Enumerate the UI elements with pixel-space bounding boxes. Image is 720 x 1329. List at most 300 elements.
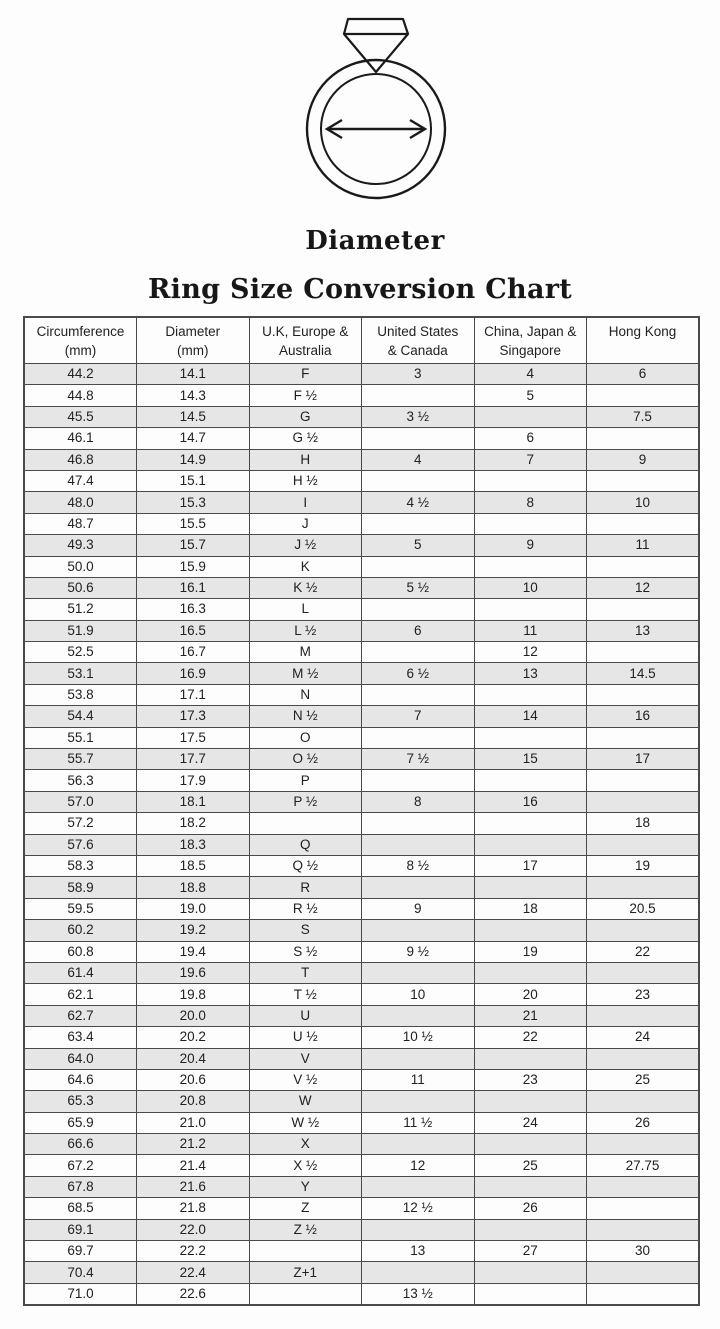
table-cell: Q — [249, 834, 362, 855]
table-cell: S ½ — [249, 941, 362, 962]
table-cell: 44.8 — [24, 385, 137, 406]
table-row — [24, 727, 699, 748]
table-cell: 17.5 — [137, 727, 250, 748]
table-cell: Y — [249, 1176, 362, 1197]
table-cell — [474, 834, 587, 855]
table-cell: 12 — [474, 642, 587, 663]
table-cell — [362, 1091, 475, 1112]
table-cell — [362, 727, 475, 748]
table-cell: 16 — [587, 706, 700, 727]
table-cell: 10 — [587, 492, 700, 513]
table-cell: 52.5 — [24, 642, 137, 663]
table-cell — [474, 962, 587, 983]
table-cell: S — [249, 920, 362, 941]
table-cell: 21.6 — [137, 1176, 250, 1197]
table-cell: 25 — [474, 1155, 587, 1176]
table-cell: L — [249, 599, 362, 620]
table-cell: J — [249, 513, 362, 534]
table-cell — [587, 385, 700, 406]
table-cell: 19.8 — [137, 984, 250, 1005]
table-cell — [474, 1176, 587, 1197]
table-cell: 8 — [362, 791, 475, 812]
table-cell: R ½ — [249, 898, 362, 919]
ring-size-conversion-table — [23, 316, 700, 1306]
table-cell: 16.3 — [137, 599, 250, 620]
table-row — [24, 834, 699, 855]
table-cell: 15.1 — [137, 470, 250, 491]
table-row — [24, 642, 699, 663]
table-cell: H — [249, 449, 362, 470]
table-row — [24, 920, 699, 941]
table-cell: 19.0 — [137, 898, 250, 919]
table-cell — [587, 642, 700, 663]
table-cell — [587, 1048, 700, 1069]
table-cell: 68.5 — [24, 1198, 137, 1219]
table-cell — [474, 920, 587, 941]
table-row — [24, 791, 699, 812]
table-cell: 62.7 — [24, 1005, 137, 1026]
table-cell: 65.9 — [24, 1112, 137, 1133]
table-cell: 58.9 — [24, 877, 137, 898]
table-cell — [587, 1219, 700, 1240]
diameter-label: Diameter — [305, 226, 445, 256]
table-cell: 3 — [362, 364, 475, 385]
table-cell: 15.3 — [137, 492, 250, 513]
table-cell: 59.5 — [24, 898, 137, 919]
table-cell: L ½ — [249, 620, 362, 641]
table-cell: 21.0 — [137, 1112, 250, 1133]
table-cell: 61.4 — [24, 962, 137, 983]
table-cell: 22.4 — [137, 1262, 250, 1283]
table-cell: 46.1 — [24, 428, 137, 449]
table-cell: X ½ — [249, 1155, 362, 1176]
table-cell: 69.7 — [24, 1241, 137, 1262]
table-cell: 12 — [587, 577, 700, 598]
table-cell: 20.2 — [137, 1027, 250, 1048]
table-cell — [587, 727, 700, 748]
table-row — [24, 1005, 699, 1026]
table-cell: 17.7 — [137, 749, 250, 770]
table-cell — [362, 1134, 475, 1155]
table-cell: G — [249, 406, 362, 427]
table-cell: 25 — [587, 1069, 700, 1090]
table-cell — [474, 1262, 587, 1283]
table-cell: 20.5 — [587, 898, 700, 919]
table-cell: 18.2 — [137, 813, 250, 834]
table-row — [24, 813, 699, 834]
table-cell: 16.5 — [137, 620, 250, 641]
table-cell — [474, 770, 587, 791]
table-cell — [362, 642, 475, 663]
table-cell: 20.8 — [137, 1091, 250, 1112]
table-row — [24, 1091, 699, 1112]
table-cell — [587, 470, 700, 491]
table-row — [24, 1048, 699, 1069]
table-cell: 14.9 — [137, 449, 250, 470]
table-cell: K — [249, 556, 362, 577]
table-cell — [587, 556, 700, 577]
table-cell — [362, 684, 475, 705]
table-cell — [587, 1005, 700, 1026]
table-cell: 24 — [474, 1112, 587, 1133]
table-cell: 51.9 — [24, 620, 137, 641]
table-row — [24, 406, 699, 427]
table-cell: W — [249, 1091, 362, 1112]
table-cell: V ½ — [249, 1069, 362, 1090]
table-cell: 19 — [587, 855, 700, 876]
table-cell: 62.1 — [24, 984, 137, 1005]
table-cell: 14.1 — [137, 364, 250, 385]
table-cell: 57.6 — [24, 834, 137, 855]
table-cell: 57.0 — [24, 791, 137, 812]
table-cell: 5 — [362, 535, 475, 556]
table-cell: U ½ — [249, 1027, 362, 1048]
table-cell: 9 — [474, 535, 587, 556]
table-row — [24, 556, 699, 577]
table-cell: T ½ — [249, 984, 362, 1005]
table-cell: 22 — [587, 941, 700, 962]
table-cell: K ½ — [249, 577, 362, 598]
table-cell: 49.3 — [24, 535, 137, 556]
table-cell: 17 — [587, 749, 700, 770]
table-cell: Z — [249, 1198, 362, 1219]
table-row — [24, 620, 699, 641]
table-cell: 7.5 — [587, 406, 700, 427]
table-row — [24, 428, 699, 449]
table-cell: 11 — [362, 1069, 475, 1090]
table-cell: 16.7 — [137, 642, 250, 663]
column-header: China, Japan & Singapore — [474, 317, 587, 364]
table-cell: 19.2 — [137, 920, 250, 941]
table-cell: F ½ — [249, 385, 362, 406]
table-cell: 67.8 — [24, 1176, 137, 1197]
table-cell: 14 — [474, 706, 587, 727]
table-row — [24, 1219, 699, 1240]
table-row — [24, 513, 699, 534]
table-cell: 21 — [474, 1005, 587, 1026]
table-cell: 12 ½ — [362, 1198, 475, 1219]
table-cell — [587, 877, 700, 898]
table-cell: 13 — [474, 663, 587, 684]
table-header — [24, 317, 699, 364]
table-row — [24, 1262, 699, 1283]
table-cell: 21.2 — [137, 1134, 250, 1155]
table-cell: 17.9 — [137, 770, 250, 791]
table-cell: 64.6 — [24, 1069, 137, 1090]
table-cell: 15.7 — [137, 535, 250, 556]
table-row — [24, 898, 699, 919]
table-cell: 22.2 — [137, 1241, 250, 1262]
table-cell: 17 — [474, 855, 587, 876]
table-cell: 18 — [474, 898, 587, 919]
table-cell: 7 ½ — [362, 749, 475, 770]
column-header: United States & Canada — [362, 317, 475, 364]
table-cell: 3 ½ — [362, 406, 475, 427]
table-cell: 15.9 — [137, 556, 250, 577]
table-cell: 22.0 — [137, 1219, 250, 1240]
table-cell: N — [249, 684, 362, 705]
table-cell: 21.8 — [137, 1198, 250, 1219]
table-cell — [474, 1219, 587, 1240]
table-cell: 6 — [362, 620, 475, 641]
table-cell: 14.5 — [137, 406, 250, 427]
table-cell: 71.0 — [24, 1283, 137, 1305]
table-cell: 18 — [587, 813, 700, 834]
table-row — [24, 749, 699, 770]
table-cell: 20.4 — [137, 1048, 250, 1069]
page-title: Ring Size Conversion Chart — [147, 274, 573, 305]
table-cell: 26 — [474, 1198, 587, 1219]
table-row — [24, 1027, 699, 1048]
table-cell — [362, 1048, 475, 1069]
table-cell: 22.6 — [137, 1283, 250, 1305]
table-cell — [474, 1283, 587, 1305]
table-cell — [587, 1283, 700, 1305]
table-cell: 7 — [474, 449, 587, 470]
table-cell: 50.0 — [24, 556, 137, 577]
table-row — [24, 770, 699, 791]
table-cell — [474, 556, 587, 577]
table-cell — [587, 428, 700, 449]
table-cell: 9 — [587, 449, 700, 470]
table-row — [24, 962, 699, 983]
table-cell — [362, 599, 475, 620]
table-cell: 15.5 — [137, 513, 250, 534]
table-cell: 69.1 — [24, 1219, 137, 1240]
table-cell — [587, 599, 700, 620]
table-cell: Z ½ — [249, 1219, 362, 1240]
table-cell — [474, 684, 587, 705]
table-row — [24, 577, 699, 598]
table-cell — [362, 877, 475, 898]
table-cell: 21.4 — [137, 1155, 250, 1176]
table-cell: 16.1 — [137, 577, 250, 598]
table-cell: 16 — [474, 791, 587, 812]
table-row — [24, 984, 699, 1005]
table-cell: 23 — [587, 984, 700, 1005]
table-cell: J ½ — [249, 535, 362, 556]
table-cell — [587, 1262, 700, 1283]
table-row — [24, 1134, 699, 1155]
column-header: Circumference (mm) — [24, 317, 137, 364]
table-cell: 5 ½ — [362, 577, 475, 598]
table-cell — [474, 727, 587, 748]
table-cell — [362, 470, 475, 491]
table-cell: 63.4 — [24, 1027, 137, 1048]
table-cell — [362, 556, 475, 577]
table-cell: 65.3 — [24, 1091, 137, 1112]
table-cell: 58.3 — [24, 855, 137, 876]
table-cell — [474, 599, 587, 620]
table-cell: 14.3 — [137, 385, 250, 406]
table-cell: 14.5 — [587, 663, 700, 684]
table-cell: 5 — [474, 385, 587, 406]
table-cell: 55.7 — [24, 749, 137, 770]
table-cell: 56.3 — [24, 770, 137, 791]
table-cell: F — [249, 364, 362, 385]
table-cell: O — [249, 727, 362, 748]
table-cell: 12 — [362, 1155, 475, 1176]
table-row — [24, 855, 699, 876]
table-row — [24, 470, 699, 491]
table-cell: 48.7 — [24, 513, 137, 534]
table-cell: 8 ½ — [362, 855, 475, 876]
table-cell — [587, 684, 700, 705]
table-cell — [362, 1262, 475, 1283]
table-cell: 15 — [474, 749, 587, 770]
table-cell: 67.2 — [24, 1155, 137, 1176]
ring-diamond-diameter-icon — [300, 16, 452, 202]
table-cell: X — [249, 1134, 362, 1155]
table-cell: 9 — [362, 898, 475, 919]
table-cell: 60.8 — [24, 941, 137, 962]
table-cell: 22 — [474, 1027, 587, 1048]
table-cell: 19.4 — [137, 941, 250, 962]
header-row — [24, 317, 699, 364]
table-cell: M ½ — [249, 663, 362, 684]
table-row — [24, 684, 699, 705]
table-cell: 10 ½ — [362, 1027, 475, 1048]
table-cell: 48.0 — [24, 492, 137, 513]
table-row — [24, 449, 699, 470]
table-cell: 30 — [587, 1241, 700, 1262]
table-cell: 11 — [474, 620, 587, 641]
table-cell: V — [249, 1048, 362, 1069]
table-cell: G ½ — [249, 428, 362, 449]
table-cell: U — [249, 1005, 362, 1026]
table-cell: 6 — [587, 364, 700, 385]
table-cell: 7 — [362, 706, 475, 727]
table-cell — [362, 813, 475, 834]
table-cell: 66.6 — [24, 1134, 137, 1155]
table-cell — [587, 920, 700, 941]
table-cell: 11 — [587, 535, 700, 556]
table-body — [24, 364, 699, 1306]
table-cell: 6 — [474, 428, 587, 449]
table-row — [24, 599, 699, 620]
table-row — [24, 364, 699, 385]
table-cell: 53.1 — [24, 663, 137, 684]
table-cell: 4 ½ — [362, 492, 475, 513]
table-cell — [587, 770, 700, 791]
table-cell: 10 — [474, 577, 587, 598]
table-cell — [587, 513, 700, 534]
table-cell: 13 ½ — [362, 1283, 475, 1305]
table-cell: 70.4 — [24, 1262, 137, 1283]
table-cell: P — [249, 770, 362, 791]
table-cell: 4 — [362, 449, 475, 470]
table-cell: R — [249, 877, 362, 898]
table-cell: 18.1 — [137, 791, 250, 812]
table-row — [24, 1176, 699, 1197]
table-cell: 26 — [587, 1112, 700, 1133]
table-cell — [474, 1048, 587, 1069]
table-cell: 17.1 — [137, 684, 250, 705]
table-cell: 14.7 — [137, 428, 250, 449]
table-cell — [362, 385, 475, 406]
table-cell — [249, 813, 362, 834]
table-cell: 24 — [587, 1027, 700, 1048]
table-cell — [587, 1176, 700, 1197]
table-cell: Q ½ — [249, 855, 362, 876]
table-cell — [587, 1091, 700, 1112]
column-header: Hong Kong — [587, 317, 700, 364]
table-row — [24, 1069, 699, 1090]
table-cell — [474, 513, 587, 534]
table-cell: 60.2 — [24, 920, 137, 941]
table-cell: 18.8 — [137, 877, 250, 898]
table-cell: 55.1 — [24, 727, 137, 748]
table-cell: 27.75 — [587, 1155, 700, 1176]
table-row — [24, 663, 699, 684]
table-cell — [587, 962, 700, 983]
table-cell: 50.6 — [24, 577, 137, 598]
table-cell: 23 — [474, 1069, 587, 1090]
table-row — [24, 1241, 699, 1262]
table-cell — [362, 1219, 475, 1240]
table-cell: 64.0 — [24, 1048, 137, 1069]
table-cell — [587, 791, 700, 812]
table-cell: 20 — [474, 984, 587, 1005]
table-cell — [362, 1176, 475, 1197]
table-cell: 16.9 — [137, 663, 250, 684]
column-header: U.K, Europe & Australia — [249, 317, 362, 364]
table-cell — [249, 1241, 362, 1262]
table-cell: Z+1 — [249, 1262, 362, 1283]
table-row — [24, 1155, 699, 1176]
table-cell: 20.0 — [137, 1005, 250, 1026]
table-cell: 19.6 — [137, 962, 250, 983]
table-cell: 6 ½ — [362, 663, 475, 684]
table-row — [24, 1112, 699, 1133]
table-row — [24, 877, 699, 898]
table-cell: N ½ — [249, 706, 362, 727]
table-cell — [362, 834, 475, 855]
table-cell — [362, 428, 475, 449]
table-cell — [474, 1134, 587, 1155]
table-cell: 11 ½ — [362, 1112, 475, 1133]
table-cell — [362, 1005, 475, 1026]
table-cell: T — [249, 962, 362, 983]
table-cell: 51.2 — [24, 599, 137, 620]
table-cell: 8 — [474, 492, 587, 513]
table-cell: 20.6 — [137, 1069, 250, 1090]
table-cell: M — [249, 642, 362, 663]
table-row — [24, 535, 699, 556]
table-cell — [474, 877, 587, 898]
table-cell: 53.8 — [24, 684, 137, 705]
table-cell: W ½ — [249, 1112, 362, 1133]
table-cell — [474, 406, 587, 427]
table-row — [24, 1283, 699, 1305]
table-cell: 4 — [474, 364, 587, 385]
table-cell: 57.2 — [24, 813, 137, 834]
ring-diameter-figure — [0, 0, 720, 202]
table-cell: 18.5 — [137, 855, 250, 876]
table-cell: 47.4 — [24, 470, 137, 491]
table-cell: 54.4 — [24, 706, 137, 727]
table-row — [24, 492, 699, 513]
table-cell — [249, 1283, 362, 1305]
table-row — [24, 706, 699, 727]
column-header: Diameter (mm) — [137, 317, 250, 364]
table-cell: O ½ — [249, 749, 362, 770]
table-cell — [587, 1134, 700, 1155]
table-cell: 9 ½ — [362, 941, 475, 962]
table-cell: H ½ — [249, 470, 362, 491]
table-cell — [362, 770, 475, 791]
table-cell: I — [249, 492, 362, 513]
